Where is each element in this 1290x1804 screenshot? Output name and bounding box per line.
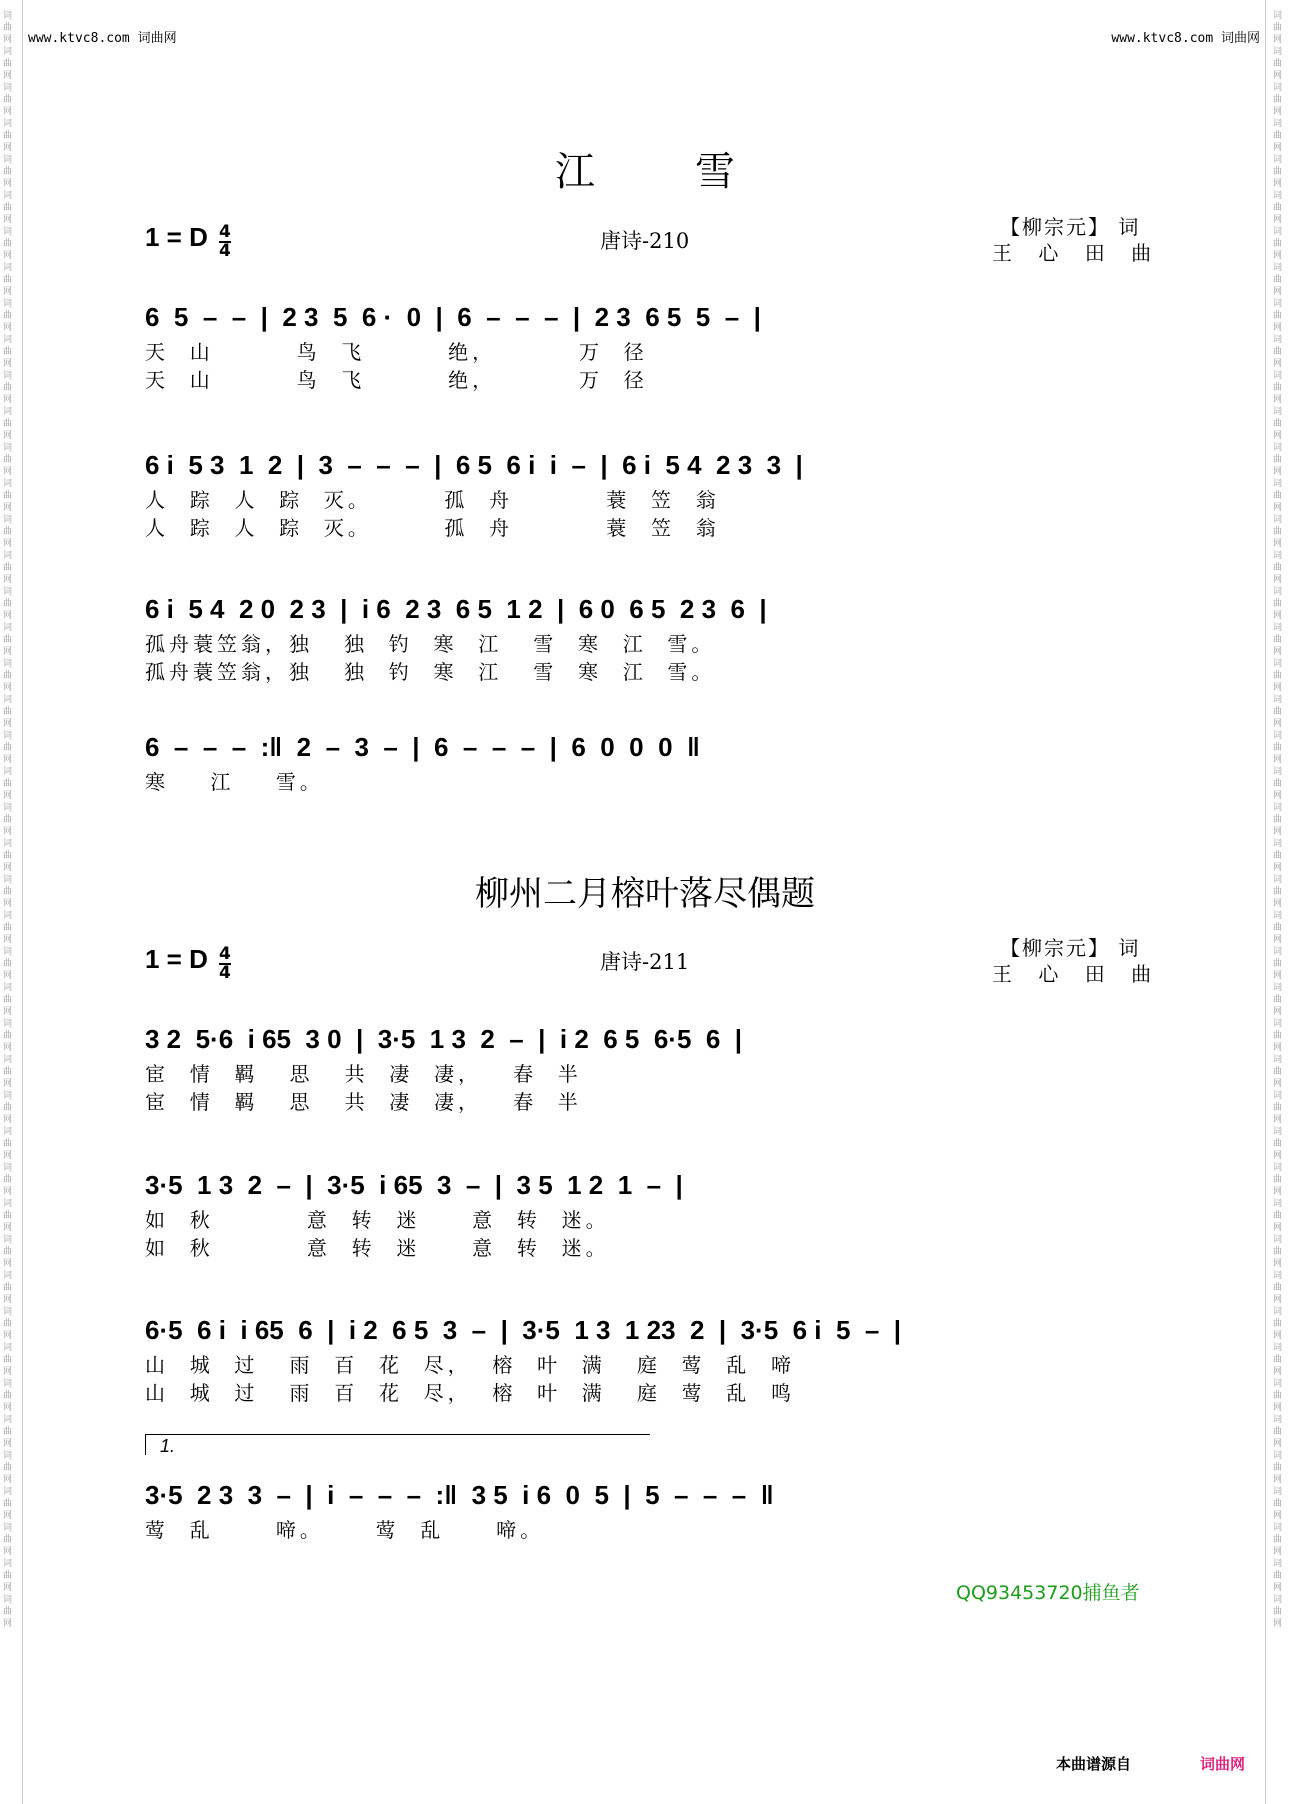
song1-lyrics-line-2: 孤舟蓑笠翁，独 独 钓 寒 江 雪 寒 江 雪。 [145,660,716,684]
song1-lyrics-line-1: 孤舟蓑笠翁，独 独 钓 寒 江 雪 寒 江 雪。 [145,632,716,656]
song2-lyrics-line-2: 宦 情 羁 思 共 凄 凄， 春 半 [145,1090,582,1114]
song1-lyrics-line-1: 人 踪 人 踪 灭。 孤 舟 蓑 笠 翁 [145,488,720,512]
song2-composer: 王 心 田 曲 [992,962,1162,986]
song1-score-row [145,300,1145,392]
header-url-left[interactable]: www.ktvc8.com 词曲网 [28,31,177,46]
song2-score-row [145,1022,1145,1114]
song1-title: 江雪 [555,149,835,195]
song1-lyrics-line-1: 天 山 鸟 飞 绝， 万 径 [145,340,648,364]
source-site-link[interactable]: 词曲网 [1200,1755,1246,1773]
song2-lyrics-line-1: 莺 乱 啼。 莺 乱 啼。 [145,1518,545,1542]
song2-title: 柳州二月榕叶落尽偶题 [475,874,815,914]
song1-subtitle: 唐诗-210 [600,229,690,253]
left-watermark: 词曲网词曲网词曲网词曲网词曲网词曲网词曲网词曲网词曲网词曲网词曲网词曲网词曲网词曲网词曲网词曲网词曲网词曲网词曲网词曲网词曲网词曲网词曲网词曲网词曲网词曲网词曲网词曲网词曲网词曲网词曲网词曲网词曲网词曲网词曲网词曲网词曲网词曲网词曲网词曲网词曲网词曲网词曲网词曲网词曲网 [3,11,13,1629]
song2-volta-bracket: 1. [145,1434,650,1455]
song2-notation-line: 3 2 5·6 i 65 3 0 | 3·5 1 3 2 – | i 2 6 5 6·5 6 | [145,1024,743,1054]
song1-score-row [145,448,1145,540]
song1-lyrics-line-2: 人 踪 人 踪 灭。 孤 舟 蓑 笠 翁 [145,516,720,540]
song1-score-row [145,592,1145,684]
song2-notation-line: 3·5 2 3 3 – | i – – – :‖ 3 5 i 6 0 5 | 5 – – – ‖ [145,1480,774,1510]
song2-score-row [145,1313,1145,1405]
song2-notation-line: 3·5 1 3 2 – | 3·5 i 65 3 – | 3 5 1 2 1 – | [145,1170,683,1200]
song2-key-signature: 1 = D $\frac{4}{4}$ [145,943,231,983]
song1-notation-line: 6 5 – – | 2 3 5 6 · 0 | 6 – – – | 2 3 6 5 5 – | [145,302,761,332]
song2-notation-line: 6·5 6 i i 65 6 | i 2 6 5 3 – | 3·5 1 3 1 23 2 | 3·5 6 i 5 – | [145,1315,902,1345]
song2-lyricist: 【柳宗元】 词 [1000,936,1141,960]
song2-score-row [145,1436,1145,1542]
song2-time-signature: $\frac{4}{4}$ [218,943,231,983]
song1-time-signature: $\frac{4}{4}$ [218,221,231,261]
song1-notation-line: 6 i 5 3 1 2 | 3 – – – | 6 5 6 i i – | 6 i 5 4 2 3 3 | [145,450,803,480]
song2-score-row [145,1168,1145,1260]
song2-lyrics-line-2: 山 城 过 雨 百 花 尽， 榕 叶 满 庭 莺 乱 鸣 [145,1381,796,1405]
song1-notation-line: 6 – – – :‖ 2 – 3 – | 6 – – – | 6 0 0 0 ‖ [145,732,700,762]
song2-lyrics-line-1: 山 城 过 雨 百 花 尽， 榕 叶 满 庭 莺 乱 啼 [145,1353,796,1377]
source-label: 本曲谱源自 [1056,1755,1132,1773]
qq-credit: QQ93453720捕鱼者 [956,1582,1140,1604]
song2-lyrics-line-2: 如 秋 意 转 迷 意 转 迷。 [145,1236,610,1260]
song2-lyrics-line-1: 如 秋 意 转 迷 意 转 迷。 [145,1208,610,1232]
song2-lyrics-line-1: 宦 情 羁 思 共 凄 凄， 春 半 [145,1062,582,1086]
song1-lyricist: 【柳宗元】 词 [1000,215,1141,239]
header-url-right[interactable]: www.ktvc8.com 词曲网 [1111,31,1260,46]
song1-key-signature: 1 = D $\frac{4}{4}$ [145,221,231,261]
song1-lyrics-line-2: 天 山 鸟 飞 绝， 万 径 [145,368,648,392]
song1-notation-line: 6 i 5 4 2 0 2 3 | i 6 2 3 6 5 1 2 | 6 0 6 5 2 3 6 | [145,594,767,624]
song1-composer: 王 心 田 曲 [992,241,1162,265]
song1-score-row [145,730,1145,794]
song1-lyrics-line-1: 寒 江 雪。 [145,770,324,794]
song2-subtitle: 唐诗-211 [600,950,690,974]
right-watermark: 词曲网词曲网词曲网词曲网词曲网词曲网词曲网词曲网词曲网词曲网词曲网词曲网词曲网词曲网词曲网词曲网词曲网词曲网词曲网词曲网词曲网词曲网词曲网词曲网词曲网词曲网词曲网词曲网词曲网词曲网词曲网词曲网词曲网词曲网词曲网词曲网词曲网词曲网词曲网词曲网词曲网词曲网词曲网词曲网词曲网 [1273,11,1283,1629]
